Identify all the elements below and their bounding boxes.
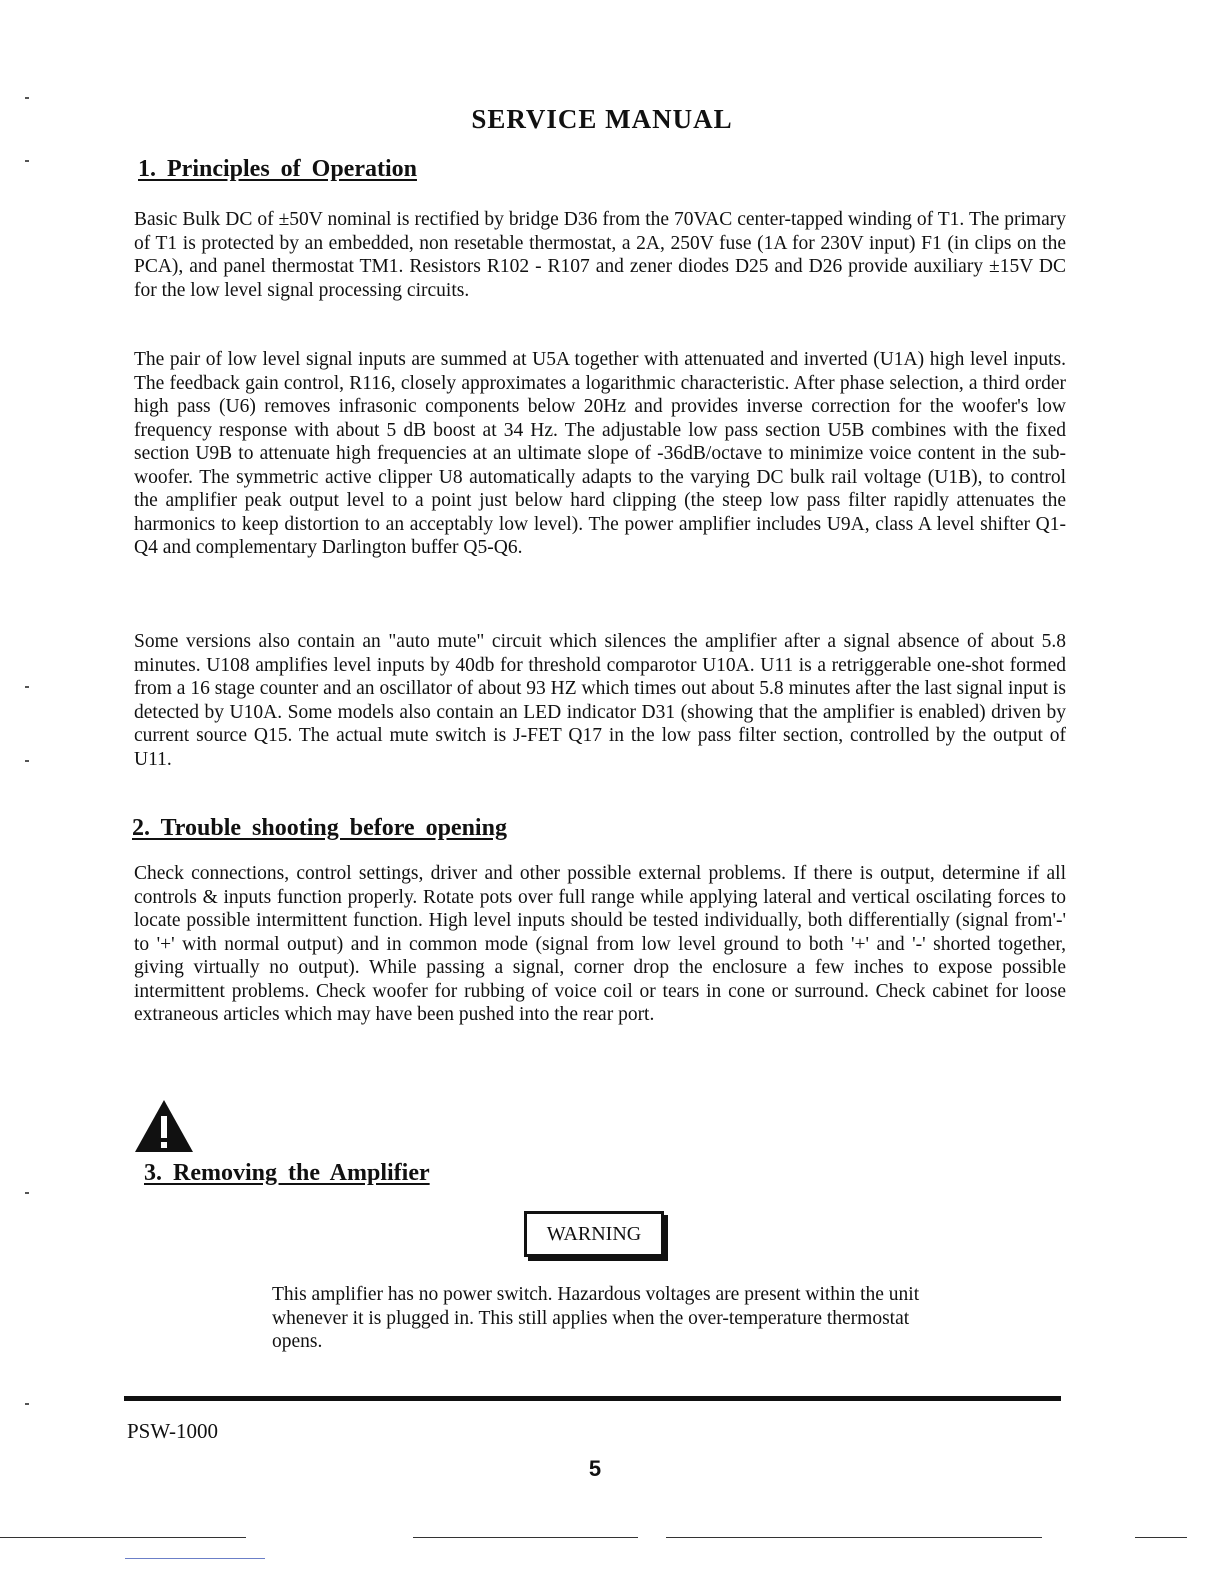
scan-artifact-line [1135,1537,1187,1538]
scan-artifact-speck [25,1192,29,1194]
warning-text: This amplifier has no power switch. Hazardous voltages are present within the unit whenever it is plugged in. This still applies when the over-temperature thermostat opens. [272,1284,920,1352]
paragraph-signal-path: The pair of low level signal inputs are summed at U5A together with attenuated and inverted (U1A) high level inputs. The feedback gain control, R116, closely approximates a logarithmic characteristic. After phase selection, a third order high pass (U6) removes infrasonic components below 20Hz and provides inverse correction for the woofer's low frequency response with about 5 dB boost at 34 Hz. The adjustable low pass section U5B combines with the fixed section U9B to attenuate high frequencies at an ultimate slope of -36dB/octave to minimize voice content in the sub-woofer. The symmetric active clipper U8 automatically adapts to the varying DC bulk rail voltage (U1B), to control the amplifier peak output level to a point just below hard clipping (the steep low pass filter rapidly attenuates the harmonics to keep distortion to an acceptably low level). The power amplifier includes U9A, class A level shifter Q1-Q4 and complementary Darlington buffer Q5-Q6. [134,349,1066,558]
footer-divider [124,1396,1061,1401]
scan-artifact-line [125,1558,265,1559]
paragraph-troubleshooting: Check connections, control settings, driver and other possible external problems. If there is output, determine if all controls & inputs function properly. Rotate pots over full range while applying lateral and vertical oscilating forces to locate possible intermittent function. High level inputs should be tested individually, both differentially (signal from'-' to '+' with normal output) and in common mode (signal from low level ground to both '+' and '-' shorted together, giving virtually no output). While passing a signal, corner drop the enclosure a few inches to expose possible intermittent problems. Check woofer for rubbing of voice coil or tears in cone or surround. Check cabinet for loose extraneous articles which may have been pushed into the rear port. [134,863,1066,1025]
scan-artifact-speck [25,97,29,99]
scan-artifact-line [666,1537,1042,1538]
section-heading-removing-amplifier: 3. Removing the Amplifier [144,1160,430,1186]
page-number: 5 [588,1456,602,1481]
paragraph-auto-mute: Some versions also contain an "auto mute" circuit which silences the amplifier after a signal absence of about 5.8 minutes. U108 amplifies level inputs by 40db for threshold comparotor U10A. U11 is a retriggerable one-shot formed from a 16 stage counter and an oscillator of about 93 HZ which times out about 5.8 minutes after the last signal input is detected by U10A. Some models also contain an LED indicator D31 (showing that the amplifier is enabled) driven by current source Q15. The actual mute switch is J-FET Q17 in the low pass filter section, controlled by the output of U11. [134,631,1066,770]
scan-artifact-line [0,1537,246,1538]
scan-artifact-speck [25,686,29,688]
section-heading-troubleshooting: 2. Trouble shooting before opening [132,815,507,841]
warning-label: WARNING [524,1211,664,1257]
warning-triangle-icon [133,1098,195,1154]
footer-model: PSW-1000 [127,1419,219,1443]
scan-artifact-speck [25,160,29,162]
section-heading-principles: 1. Principles of Operation [138,156,417,182]
scan-artifact-speck [25,1403,29,1405]
scan-artifact-line [413,1537,638,1538]
page-title: SERVICE MANUAL [471,104,733,134]
paragraph-bulk-dc: Basic Bulk DC of ±50V nominal is rectified by bridge D36 from the 70VAC center-tapped winding of T1. The primary of T1 is protected by an embedded, non resetable thermostat, a 2A, 250V fuse (1A for 230V input) F1 (in clips on the PCA), and panel thermostat TM1. Resistors R102 - R107 and zener diodes D25 and D26 provide auxiliary ±15V DC for the low level signal processing circuits. [134,209,1066,301]
scan-artifact-speck [25,760,29,762]
